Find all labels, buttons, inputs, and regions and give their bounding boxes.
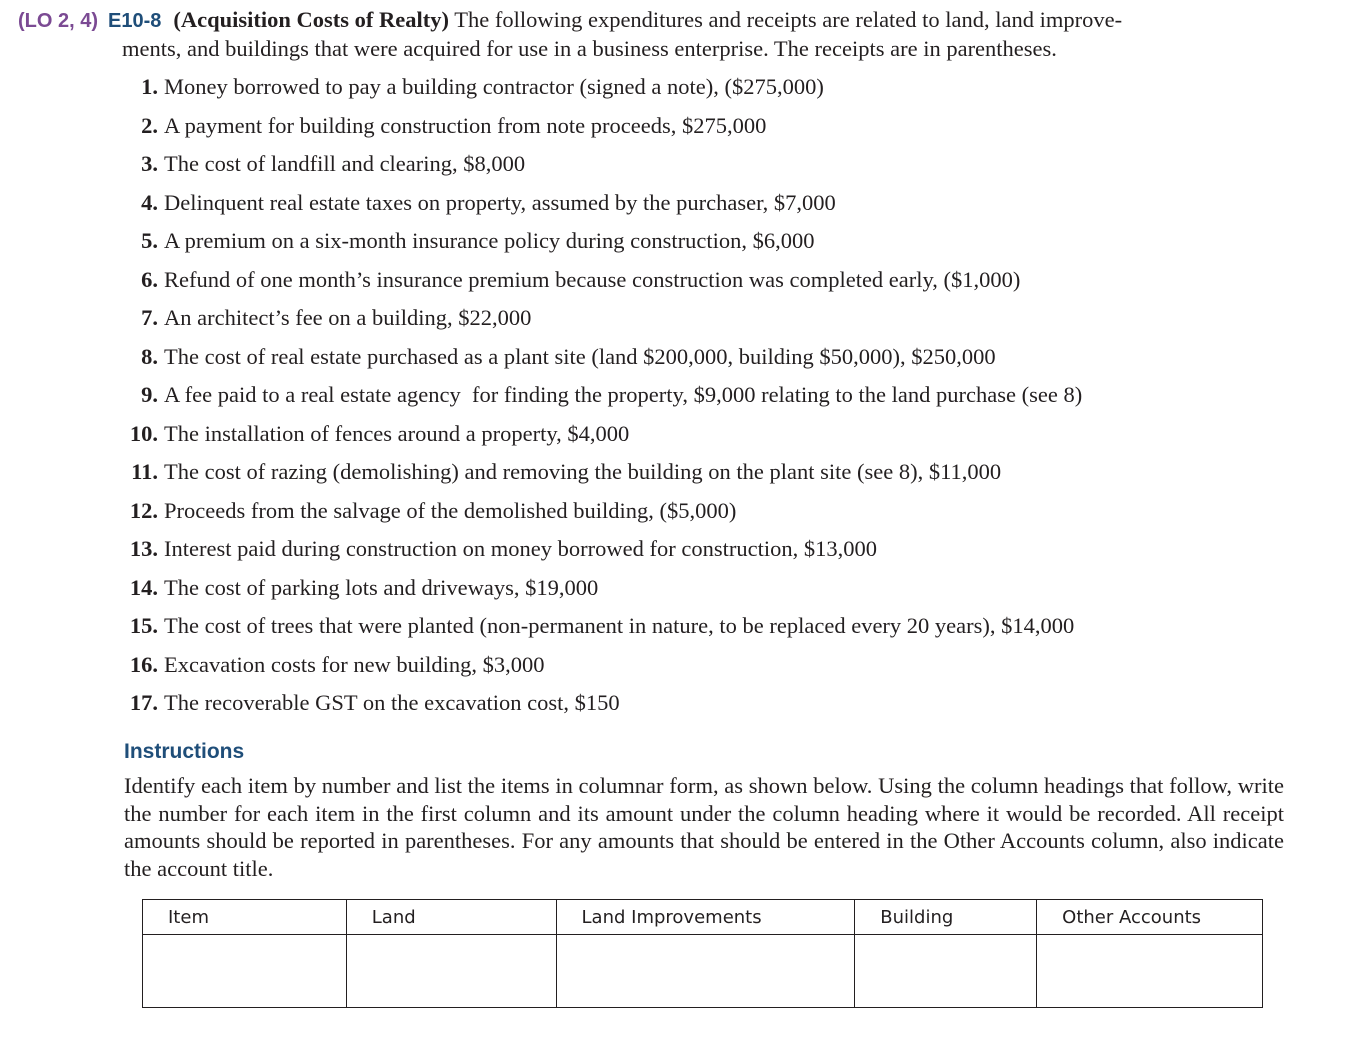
exercise-header: [18, 6, 1336, 63]
list-item: [0, 299, 1082, 338]
item-number: 1.: [141, 74, 158, 99]
list-item: [0, 453, 1082, 492]
item-number: 2.: [141, 112, 158, 138]
item-number: 14.: [129, 574, 158, 600]
learning-objectives: (LO 2, 4): [18, 10, 99, 32]
item-number: 16.: [129, 651, 158, 677]
list-item: [0, 376, 1082, 415]
item-text: Refund of one month’s insurance premium because construction was completed early, ($1,000): [164, 266, 1021, 292]
column-header-land: Land: [346, 900, 556, 935]
item-list: [0, 68, 1082, 723]
list-item: [0, 569, 1082, 608]
list-item: [0, 261, 1082, 300]
item-number: 15.: [129, 613, 158, 638]
list-item: [0, 415, 1082, 454]
item-number: 12.: [129, 497, 158, 523]
column-header-item: Item: [143, 900, 347, 935]
exercise-intro-line-1: The following expenditures and receipts are related to land, land improve-: [454, 7, 1123, 32]
table-cell: [556, 935, 855, 1008]
table-cell: [143, 935, 347, 1008]
list-item: [0, 107, 1082, 146]
item-text: The cost of real estate purchased as a plant site (land $200,000, building $50,000), $250,000: [164, 343, 996, 369]
item-text: The cost of razing (demolishing) and removing the building on the plant site (see 8), $11,000: [164, 459, 1002, 484]
item-text: The installation of fences around a property, $4,000: [164, 420, 630, 446]
list-item: [0, 68, 1082, 107]
item-number: 6.: [141, 266, 158, 292]
item-text: An architect’s fee on a building, $22,000: [164, 305, 532, 330]
table-cell: [855, 935, 1037, 1008]
instructions-body: Identify each item by number and list the items in columnar form, as shown below. Using the column headings that follow, write the number for each item in the first column and its amount under the column heading where it would be recorded. All receipt amounts should be reported in parentheses. For any amounts that should be entered in the Other Accounts column, also indicate the account title.: [124, 773, 1284, 881]
item-number: 17.: [129, 690, 158, 715]
list-item: [0, 684, 1082, 723]
table-header-row: [143, 900, 1263, 935]
item-text: A payment for building construction from note proceeds, $275,000: [164, 112, 767, 138]
exercise-number: E10-8: [108, 10, 162, 32]
item-text: Excavation costs for new building, $3,000: [164, 651, 545, 677]
exercise-title: (Acquisition Costs of Realty): [173, 7, 450, 32]
instructions-heading: Instructions: [124, 740, 245, 763]
list-item: [0, 492, 1082, 531]
item-number: 7.: [141, 305, 158, 330]
list-item: [0, 607, 1082, 646]
item-text: The recoverable GST on the excavation cost, $150: [164, 690, 620, 715]
header-line-1: [18, 6, 1336, 35]
item-text: Interest paid during construction on money borrowed for construction, $13,000: [164, 536, 877, 561]
list-item: [0, 184, 1082, 223]
column-header-building: Building: [855, 900, 1037, 935]
column-header-land-improvements: Land Improvements: [556, 900, 855, 935]
table-cell: [346, 935, 556, 1008]
list-item: [0, 145, 1082, 184]
item-number: 11.: [131, 459, 158, 484]
list-item: [0, 222, 1082, 261]
exercise-intro-line-2: ments, and buildings that were acquired for use in a business enterprise. The receipts are in parentheses.: [122, 36, 1057, 61]
column-header-other-accounts: Other Accounts: [1037, 900, 1263, 935]
item-text: A fee paid to a real estate agency for finding the property, $9,000 relating to the land purchase (see 8): [164, 382, 1083, 407]
item-text: Delinquent real estate taxes on property, assumed by the purchaser, $7,000: [164, 189, 836, 215]
list-item: [0, 530, 1082, 569]
item-text: The cost of landfill and clearing, $8,000: [164, 151, 526, 176]
item-number: 13.: [129, 536, 158, 561]
list-item: [0, 338, 1082, 377]
item-text: Proceeds from the salvage of the demolished building, ($5,000): [164, 497, 737, 523]
item-text: A premium on a six-month insurance policy during construction, $6,000: [164, 228, 815, 253]
item-number: 9.: [141, 382, 158, 407]
item-number: 10.: [129, 420, 158, 446]
item-text: The cost of trees that were planted (non-permanent in nature, to be replaced every 20 years), $14,000: [164, 613, 1075, 638]
table-cell: [1037, 935, 1263, 1008]
list-item: [0, 646, 1082, 685]
table-row: [143, 935, 1263, 1008]
answer-table: [142, 899, 1263, 1008]
item-text: The cost of parking lots and driveways, $19,000: [164, 574, 599, 600]
item-number: 3.: [141, 151, 158, 176]
item-number: 8.: [141, 343, 158, 369]
item-number: 5.: [141, 228, 158, 253]
item-number: 4.: [141, 189, 158, 215]
item-text: Money borrowed to pay a building contractor (signed a note), ($275,000): [164, 74, 824, 99]
